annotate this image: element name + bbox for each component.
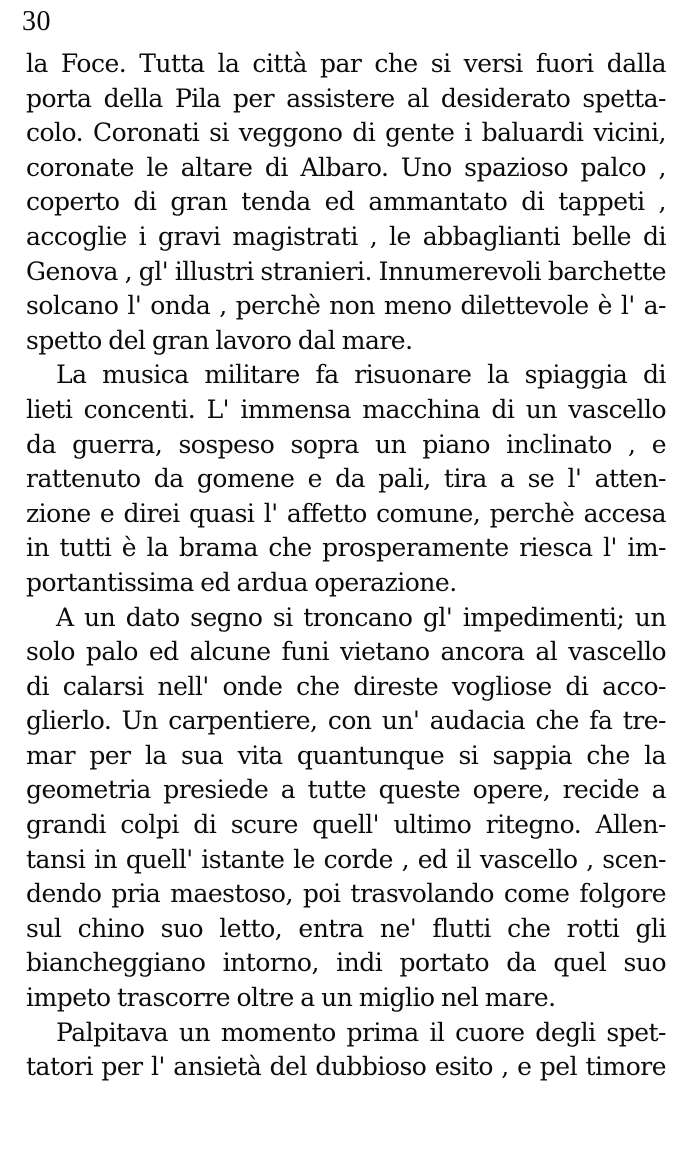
text-line: impeto trascorre oltre a un miglio nel mare. xyxy=(26,983,556,1013)
text-line: di calarsi nell' onde che direste vogliose di acco- xyxy=(26,671,666,701)
text-line: coperto di gran tenda ed ammantato di tappeti , xyxy=(26,187,666,217)
text-line: dendo pria maestoso, poi trasvolando come folgore xyxy=(26,879,666,909)
paragraph-4 xyxy=(26,1016,666,1085)
text-line: grandi colpi di scure quell' ultimo ritegno. Allen- xyxy=(26,810,666,840)
text-line: zione e direi quasi l' affetto comune, perchè accesa xyxy=(26,498,666,528)
text-line: glierlo. Un carpentiere, con un' audacia che fa tre- xyxy=(26,706,666,736)
text-line: in tutti è la brama che prosperamente riesca l' im- xyxy=(26,533,666,563)
text-line: sul chino suo letto, entra ne' flutti che rotti gli xyxy=(26,913,666,943)
text-line: mar per la sua vita quantunque si sappia che la xyxy=(26,740,666,770)
text-line: la Foce. Tutta la città par che si versi fuori dalla xyxy=(26,49,666,78)
text-line: da guerra, sospeso sopra un piano inclinato , e xyxy=(26,429,666,459)
text-line: rattenuto da gomene e da pali, tira a se l' atten- xyxy=(26,464,666,494)
text-line: lieti concenti. L' immensa macchina di un vascello xyxy=(26,394,666,424)
text-line: portantissima ed ardua operazione. xyxy=(26,567,457,597)
text-line: coronate le altare di Albaro. Uno spazioso palco , xyxy=(26,152,666,182)
text-line: geometria presiede a tutte queste opere, recide a xyxy=(26,775,666,805)
paragraph-3 xyxy=(26,601,666,1016)
body-text xyxy=(26,47,666,1085)
text-line: solo palo ed alcune funi vietano ancora al vascello xyxy=(26,637,666,667)
page-number: 30 xyxy=(22,6,51,37)
text-line: porta della Pila per assistere al desiderato spetta- xyxy=(26,83,666,113)
text-line: solcano l' onda , perchè non meno dilettevole è l' a- xyxy=(26,291,666,321)
text-line: tatori per l' ansietà del dubbioso esito , e pel timore xyxy=(26,1052,666,1082)
paragraph-1 xyxy=(26,47,666,358)
text-line: accoglie i gravi magistrati , le abbaglianti belle di xyxy=(26,221,666,251)
text-line: A un dato segno si troncano gl' impedimenti; un xyxy=(56,602,666,632)
text-line: Genova , gl' illustri stranieri. Innumerevoli barchette xyxy=(26,256,666,286)
text-line: La musica militare fa risuonare la spiaggia di xyxy=(56,360,666,390)
text-line: colo. Coronati si veggono di gente i baluardi vicini, xyxy=(26,118,666,148)
text-line: spetto del gran lavoro dal mare. xyxy=(26,325,413,355)
paragraph-2 xyxy=(26,358,666,600)
text-line: tansi in quell' istante le corde , ed il vascello , scen- xyxy=(26,844,666,874)
text-line: biancheggiano intorno, indi portato da quel suo xyxy=(26,948,666,978)
text-line: Palpitava un momento prima il cuore degli spet- xyxy=(56,1017,666,1047)
